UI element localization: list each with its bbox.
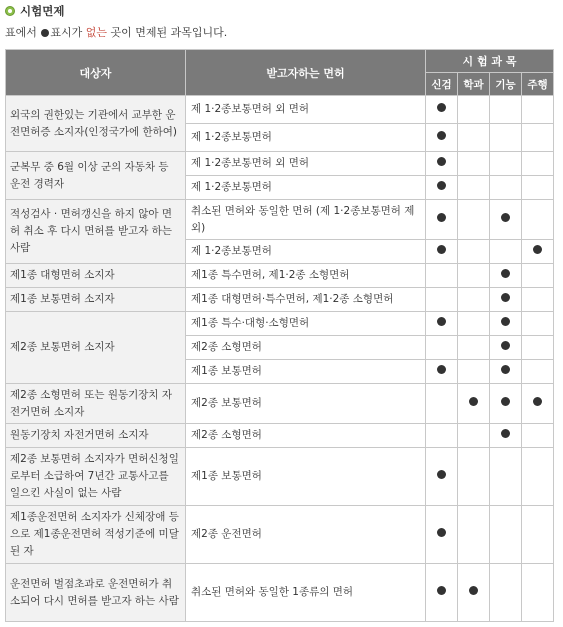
intro-text [5,24,227,40]
target-cell: 제1종운전면허 소지자가 신체장애 등으로 제1종운전면허 적성기준에 미달된 자 [6,506,186,564]
subject-mark-cell [490,176,522,200]
license-cell: 제1종 대형면허·특수면허, 제1·2종 소형면허 [186,288,426,312]
table-row [6,384,554,424]
subject-mark-cell [522,240,554,264]
subject-mark-cell [490,424,522,448]
header-subject: 기능 [490,73,522,96]
subject-mark-cell [426,288,458,312]
required-dot-icon [437,157,446,166]
subject-mark-cell [490,564,522,622]
subject-mark-cell [490,336,522,360]
target-cell: 운전면허 벌점초과로 운전면허가 취소되어 다시 면허를 받고자 하는 사람 [6,564,186,622]
subject-mark-cell [490,312,522,336]
header-subjects-group: 시 험 과 목 [426,50,554,73]
subject-mark-cell [522,424,554,448]
required-dot-icon [437,181,446,190]
required-dot-icon [437,131,446,140]
table-row [6,448,554,506]
subject-mark-cell [426,312,458,336]
subject-mark-cell [426,506,458,564]
required-dot-icon [437,365,446,374]
section-title: 시험면제 [20,4,65,18]
subject-mark-cell [522,96,554,124]
subject-mark-cell [490,506,522,564]
subject-mark-cell [458,360,490,384]
license-cell: 제2종 소형면허 [186,424,426,448]
section-header [5,3,64,19]
header-subject: 학과 [458,73,490,96]
subject-mark-cell [522,152,554,176]
required-dot-icon [501,397,510,406]
subject-mark-cell [426,564,458,622]
target-cell: 제1종 보통면허 소지자 [6,288,186,312]
subject-mark-cell [458,336,490,360]
header-target: 대상자 [6,50,186,96]
required-dot-icon [469,586,478,595]
exam-exemption-table [5,49,554,622]
subject-mark-cell [458,564,490,622]
license-cell: 제 1·2종보통면허 [186,176,426,200]
subject-mark-cell [458,384,490,424]
subject-mark-cell [522,336,554,360]
table-row [6,264,554,288]
subject-mark-cell [426,336,458,360]
subject-mark-cell [426,384,458,424]
required-dot-icon [437,213,446,222]
target-cell: 외국의 권한있는 기관에서 교부한 운전면허증 소지자(인정국가에 한하여) [6,96,186,152]
subject-mark-cell [458,448,490,506]
subject-mark-cell [490,360,522,384]
subject-mark-cell [490,96,522,124]
subject-mark-cell [458,424,490,448]
target-cell: 적성검사 · 면허갱신을 하지 않아 면허 취소 후 다시 면허를 받고자 하는 사람 [6,200,186,264]
subject-mark-cell [522,176,554,200]
subject-mark-cell [522,384,554,424]
license-cell: 제2종 운전면허 [186,506,426,564]
subject-mark-cell [426,264,458,288]
required-dot-icon [533,397,542,406]
header-subject: 신검 [426,73,458,96]
subject-mark-cell [458,312,490,336]
required-dot-icon [437,103,446,112]
subject-mark-cell [522,200,554,240]
intro-emphasis: 없는 [85,26,108,39]
bullet-circle-icon [5,6,15,16]
table-row [6,506,554,564]
subject-mark-cell [458,288,490,312]
required-dot-icon [501,341,510,350]
required-dot-icon [501,317,510,326]
subject-mark-cell [522,448,554,506]
subject-mark-cell [522,506,554,564]
license-cell: 제1종 특수면허, 제1·2종 소형면허 [186,264,426,288]
subject-mark-cell [458,96,490,124]
subject-mark-cell [426,96,458,124]
required-dot-icon [437,317,446,326]
subject-mark-cell [426,240,458,264]
intro-mid: 표시가 [50,26,86,39]
required-dot-icon [501,429,510,438]
license-cell: 제1종 보통면허 [186,448,426,506]
intro-after: 곳이 면제된 과목입니다. [107,26,228,39]
target-cell: 제1종 대형면허 소지자 [6,264,186,288]
subject-mark-cell [490,288,522,312]
bullet-dot-icon [41,29,49,37]
subject-mark-cell [490,124,522,152]
required-dot-icon [437,470,446,479]
required-dot-icon [469,397,478,406]
required-dot-icon [501,269,510,278]
license-cell: 제 1·2종보통면허 [186,124,426,152]
subject-mark-cell [458,124,490,152]
subject-mark-cell [426,152,458,176]
required-dot-icon [533,245,542,254]
subject-mark-cell [522,564,554,622]
required-dot-icon [437,528,446,537]
table-row [6,200,554,240]
subject-mark-cell [426,200,458,240]
subject-mark-cell [522,360,554,384]
table-row [6,152,554,176]
subject-mark-cell [490,240,522,264]
subject-mark-cell [490,384,522,424]
target-cell: 제2종 보통면허 소지자 [6,312,186,384]
table-row [6,288,554,312]
target-cell: 제2종 보통면허 소지자가 면허신청일로부터 소급하여 7년간 교통사고를 일으킨 사실이 없는 사람 [6,448,186,506]
subject-mark-cell [426,424,458,448]
target-cell: 제2종 소형면허 또는 원동기장치 자전거면허 소지자 [6,384,186,424]
subject-mark-cell [490,152,522,176]
subject-mark-cell [490,264,522,288]
subject-mark-cell [426,448,458,506]
intro-before: 표에서 [5,26,41,39]
target-cell: 원동기장치 자전거면허 소지자 [6,424,186,448]
subject-mark-cell [458,152,490,176]
license-cell: 제2종 보통면허 [186,384,426,424]
license-cell: 제1종 보통면허 [186,360,426,384]
license-cell: 제2종 소형면허 [186,336,426,360]
required-dot-icon [501,293,510,302]
license-cell: 취소된 면허와 동일한 면허 (제 1·2종보통면허 제외) [186,200,426,240]
table-row [6,424,554,448]
required-dot-icon [501,365,510,374]
header-subject: 주행 [522,73,554,96]
subject-mark-cell [522,124,554,152]
required-dot-icon [437,586,446,595]
table-row [6,96,554,124]
subject-mark-cell [458,264,490,288]
subject-mark-cell [490,448,522,506]
subject-mark-cell [490,200,522,240]
target-cell: 군복무 중 6월 이상 군의 자동차 등 운전 경력자 [6,152,186,200]
subject-mark-cell [458,176,490,200]
required-dot-icon [437,245,446,254]
license-cell: 제 1·2종보통면허 외 면허 [186,96,426,124]
subject-mark-cell [458,240,490,264]
subject-mark-cell [522,264,554,288]
license-cell: 제 1·2종보통면허 외 면허 [186,152,426,176]
table-body [6,96,554,622]
table-row [6,564,554,622]
subject-mark-cell [458,200,490,240]
license-cell: 취소된 면허와 동일한 1종류의 면허 [186,564,426,622]
subject-mark-cell [426,124,458,152]
subject-mark-cell [522,288,554,312]
license-cell: 제 1·2종보통면허 [186,240,426,264]
subject-mark-cell [522,312,554,336]
subject-mark-cell [426,176,458,200]
subject-mark-cell [426,360,458,384]
license-cell: 제1종 특수·대형·소형면허 [186,312,426,336]
header-license: 받고자하는 면허 [186,50,426,96]
subject-mark-cell [458,506,490,564]
table-row [6,312,554,336]
required-dot-icon [501,213,510,222]
